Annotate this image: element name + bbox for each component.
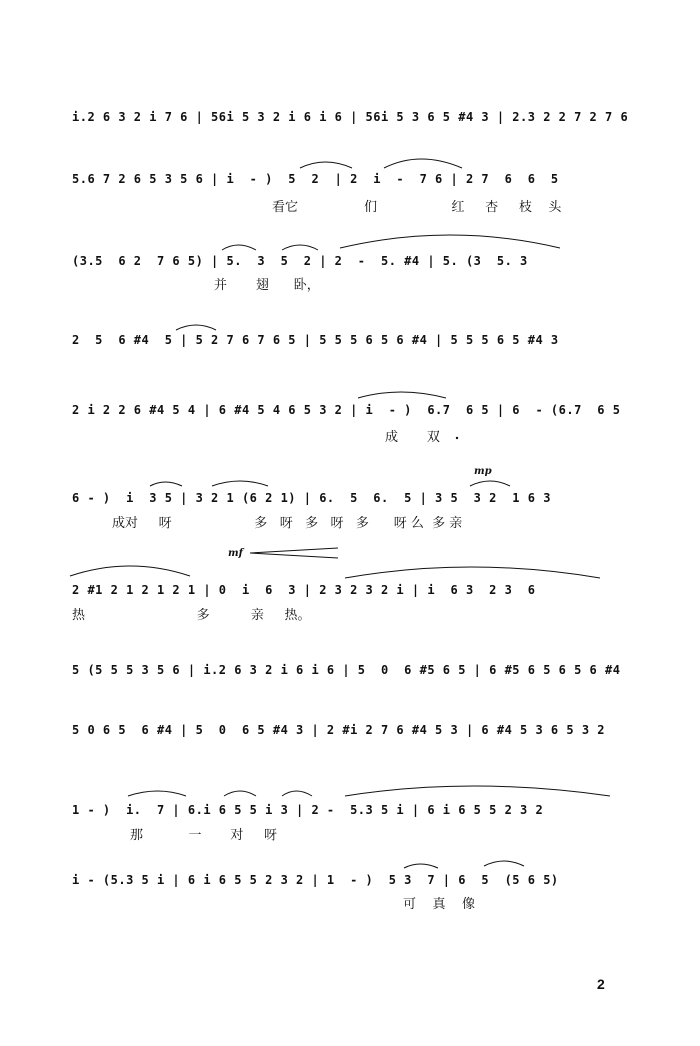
dynamic-mp: mp [474, 466, 492, 477]
hairpin-line [250, 553, 338, 558]
slur-mark [70, 566, 190, 576]
score-line-3-lyrics: 并 翅 卧， [214, 278, 320, 293]
score-line-6-lyrics: 成对 呀 多 呀 多 呀 多 呀 么 多 亲 [112, 516, 463, 531]
slur-mark [345, 567, 600, 578]
score-line-7-notes: 2 #1 2 1 2 1 2 1 | 0 i 6 3 | 2 3 2 3 2 i | i 6 3 2 3 6 [72, 583, 536, 597]
slur-mark [150, 482, 182, 486]
score-line-11-lyrics: 可 真 像 [403, 897, 476, 912]
score-line-7-lyrics: 热 多 亲 热。 [72, 608, 311, 623]
score-line-3-notes: (3.5 6 2 7 6 5) | 5. 3 5 2 | 2 - 5. #4 | 5. (3 5. 3 [72, 254, 528, 268]
score-line-10-notes: 1 - ) i. 7 | 6.i 6 5 5 i 3 | 2 - 5.3 5 i | 6 i 6 5 5 2 3 2 [72, 803, 544, 817]
score-line-11-notes: i - (5.3 5 i | 6 i 6 5 5 2 3 2 | 1 - ) 5 3 7 | 6 5 (5 6 5) [72, 873, 559, 887]
slur-mark [224, 791, 256, 796]
slur-mark [176, 325, 216, 330]
slur-mark [384, 159, 462, 168]
slur-mark [282, 245, 318, 250]
score-line-8-notes: 5 (5 5 5 3 5 6 | i.2 6 3 2 i 6 i 6 | 5 0 6 #5 6 5 | 6 #5 6 5 6 5 6 #4 [72, 663, 621, 677]
score-line-2-lyrics: 看它 们 红 杏 枝 头 [272, 200, 562, 215]
slur-mark [282, 791, 312, 796]
dot-mark [456, 437, 458, 439]
page-number: 2 [597, 976, 605, 992]
score-line-1-notes: i.2 6 3 2 i 7 6 | 56i 5 3 2 i 6 i 6 | 56i 5 3 6 5 #4 3 | 2.3 2 2 7 2 7 6 [72, 110, 629, 124]
dynamic-mf: mf [228, 548, 243, 559]
slur-mark [300, 162, 352, 168]
score-line-9-notes: 5 0 6 5 6 #4 | 5 0 6 5 #4 3 | 2 #i 2 7 6 #4 5 3 | 6 #4 5 3 6 5 3 2 [72, 723, 605, 737]
slur-mark [358, 392, 446, 398]
slur-mark [340, 235, 560, 248]
slur-mark [222, 245, 256, 250]
slur-mark [404, 864, 438, 868]
score-line-5-lyrics: 成 双 [385, 430, 440, 445]
slur-mark [212, 481, 268, 486]
score-line-2-notes: 5.6 7 2 6 5 3 5 6 | i - ) 5 2 | 2 i - 7 6 | 2 7 6 6 5 [72, 172, 559, 186]
score-line-5-notes: 2 i 2 2 6 #4 5 4 | 6 #4 5 4 6 5 3 2 | i - ) 6.7 6 5 | 6 - (6.7 6 5 [72, 403, 621, 417]
score-line-6-notes: 6 - ) i 3 5 | 3 2 1 (6 2 1) | 6. 5 6. 5 | 3 5 3 2 1 6 3 [72, 491, 551, 505]
score-line-10-lyrics: 那 一 对 呀 [130, 828, 278, 843]
slur-mark [128, 791, 186, 796]
hairpin-line [250, 548, 338, 553]
score-line-4-notes: 2 5 6 #4 5 | 5 2 7 6 7 6 5 | 5 5 5 6 5 6 #4 | 5 5 5 6 5 #4 3 [72, 333, 559, 347]
slur-mark [470, 481, 510, 486]
slur-mark [345, 786, 610, 796]
slur-mark [484, 861, 524, 866]
